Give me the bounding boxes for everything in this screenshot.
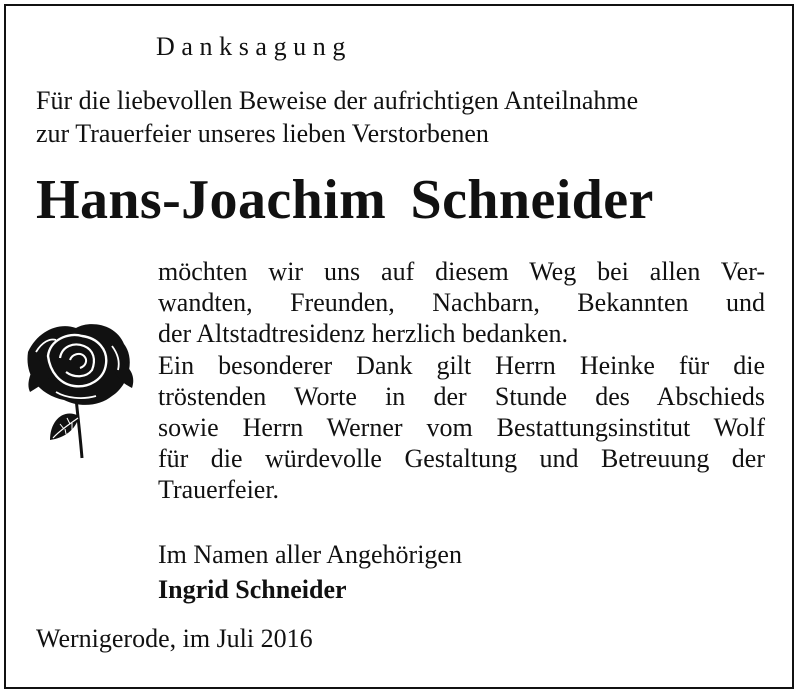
body-line: möchten wir uns auf diesem Weg bei allen Ver- — [158, 257, 765, 286]
intro-line: zur Trauerfeier unseres lieben Verstorbenen — [36, 119, 489, 148]
signer-name: Ingrid Schneider — [158, 575, 347, 604]
body-line: Trauerfeier. — [158, 475, 280, 505]
rose-icon — [20, 300, 138, 460]
notice-heading: Danksagung — [156, 32, 352, 61]
body-line: der Altstadtresidenz herzlich bedanken. — [158, 319, 569, 349]
closing-block — [158, 537, 462, 607]
intro-text — [36, 84, 638, 150]
body-line: Ein besonderer Dank gilt Herrn Heinke für die — [158, 350, 765, 380]
body-line: sowie Herrn Werner vom Bestattungsinstitut Wolf — [158, 413, 765, 443]
body-line: tröstenden Worte in der Stunde des Abschieds — [158, 381, 765, 411]
intro-line: Für die liebevollen Beweise der aufrichtigen Anteilnahme — [36, 86, 639, 115]
deceased-name: Hans-Joachim Schneider — [36, 169, 654, 231]
body-line: wandten, Freunden, Nachbarn, Bekannten und — [158, 288, 765, 318]
place-date: Wernigerode, im Juli 2016 — [36, 624, 313, 653]
body-line: für die würdevolle Gestaltung und Betreuung der — [158, 444, 765, 474]
closing-line: Im Namen aller Angehörigen — [158, 540, 462, 569]
body-text — [158, 256, 765, 506]
